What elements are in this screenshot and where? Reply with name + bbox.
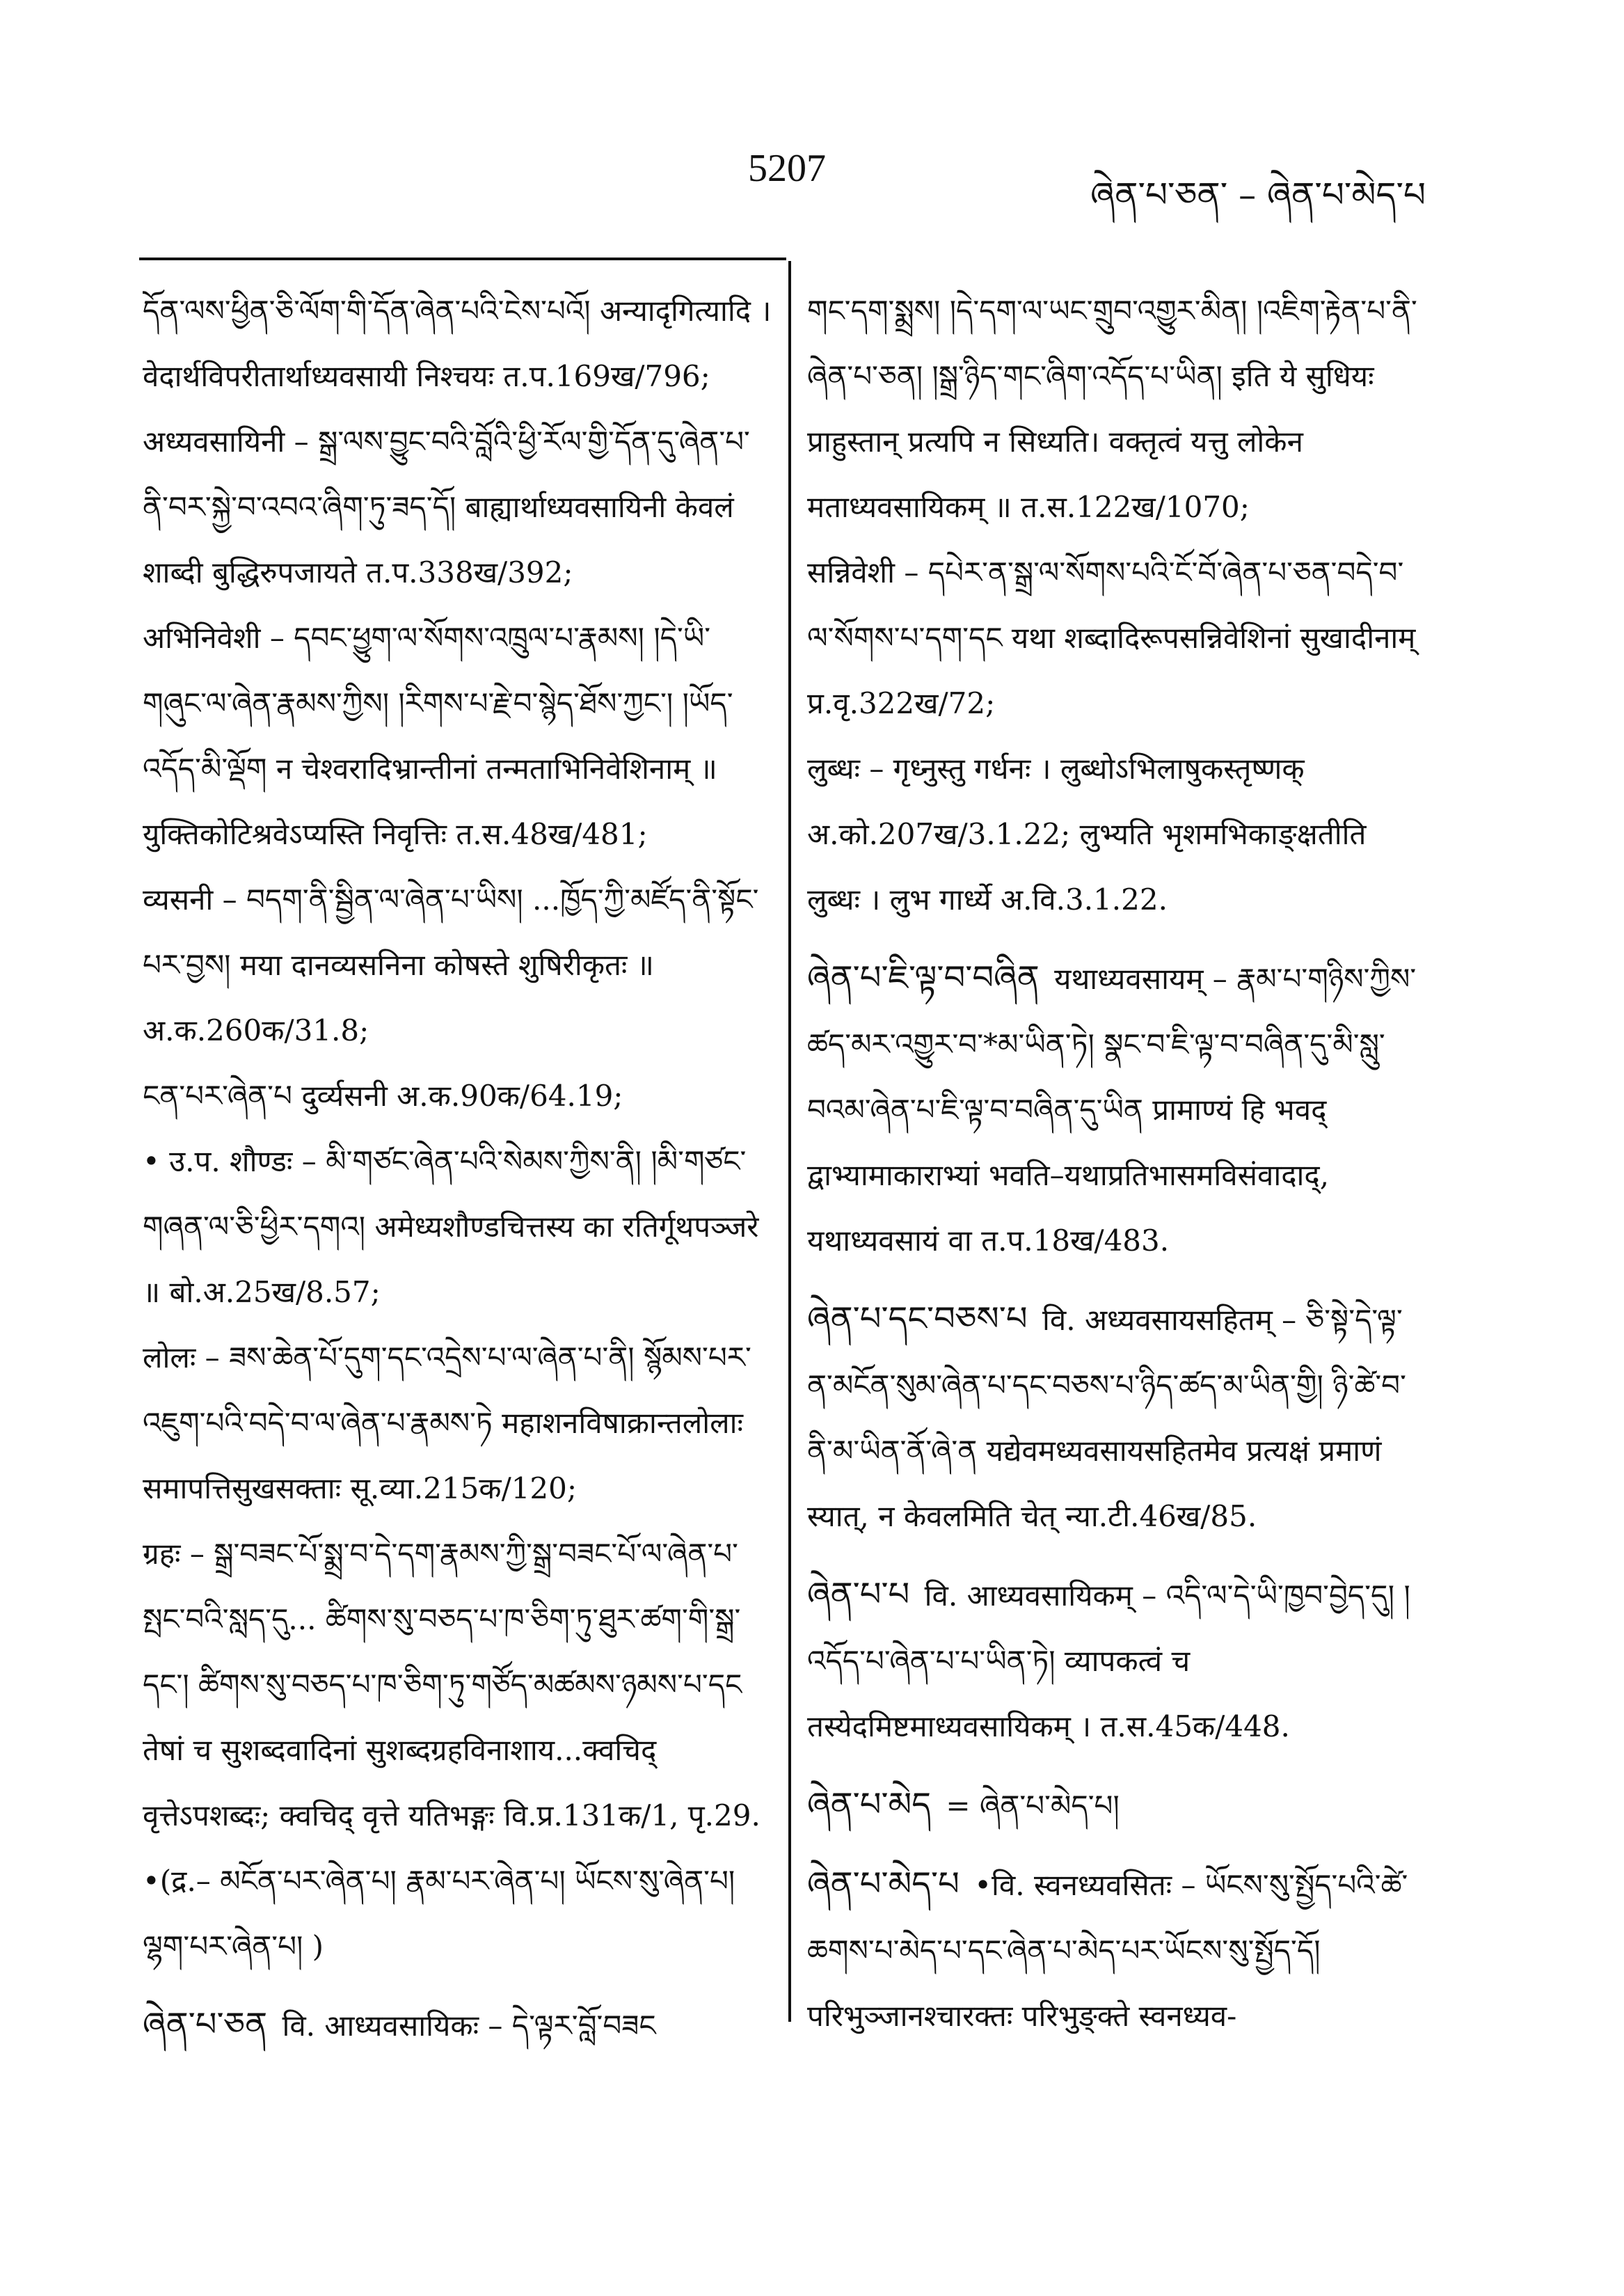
right-column (807, 278, 1423, 2049)
left-column (143, 278, 772, 2059)
entry-headword: ཞེན་པ་མེད (807, 1785, 932, 1824)
entry-headword: ཞེན་པ་པ (807, 1575, 910, 1614)
page-number: 5207 (748, 147, 826, 190)
dictionary-entry (807, 945, 1423, 1274)
entry-headword: ཞེན་པ་དང་བཅས་པ (807, 1299, 1028, 1338)
entry-body: वि. आध्यवसायिकम् – འདི་ལ་དེ་ཡི་ཁྱབ་བྱེད་དུ། །འདོད་པ་ཞེན་པ་པ་ཡིན་ཏེ། व्यापकत्वं च तस्येदमिष्टमाध्यवसायिकम् । त.स.45क/448. (807, 1578, 1410, 1743)
column-divider (788, 261, 791, 2022)
right-line: གང་དག་སྨྲས། །དེ་དག་ལ་ཡང་གྲུབ་འགྱུར་མིན། །འཇིག་རྟེན་པ་ནི་ཞེན་པ་ཅན། །སྒྲ་ཉིད་གང་ཞིག་འདོད་པ་ཡིན། इति ये सुधियः प्राहुस्तान् प्रत्यपि न सिध्यति। वक्तृत्वं यत्तु लोकेन मताध्यवसायिकम् ॥ त.स.122ख/1070; (807, 294, 1417, 524)
left-line: अध्यवसायिनी – སྒྲ་ལས་བྱུང་བའི་བློའི་ཕྱི་རོལ་གྱི་དོན་དུ་ཞེན་པ་ནི་བར་སྐྱེ་བ་འབའ་ཞིག་ཏུ་ཟད་དོ། बाह्यार्थाध्यवसायिनी केवलं शाब्दी बुद्धिरुपजायते त.प.338ख/392; (143, 425, 750, 589)
left-line: व्यसनी – བདག་ནི་སྦྱིན་ལ་ཞེན་པ་ཡིས། ...ཁྱོད་ཀྱི་མཛོད་ནི་སྟོང་པར་བྱས། मया दानव्यसनिना कोषस्ते शुषिरीकृतः ॥ अ.क.260क/31.8; (143, 882, 759, 1047)
entry-body: यथाध्यवसायम् – རྣམ་པ་གཉིས་ཀྱིས་ཚད་མར་འགྱུར་བ་*མ་ཡིན་ཏེ། སྣང་བ་ཇི་ལྟ་བ་བཞིན་དུ་མི་སླུ་བའམ་ཞེན་པ་ཇི་ལྟ་བ་བཞིན་དུ་ཡིན प्रामाण्यं हि भवद् द्वाभ्यामाकाराभ्यां भवति–यथाप्रतिभासमविसंवादाद्, यथाध्यवसायं वा त.प.18ख/483. (807, 962, 1417, 1258)
left-line: लोलः – ཟས་ཆེན་པོ་དུག་དང་འདྲེས་པ་ལ་ཞེན་པ་ནི། སྙོམས་པར་འཇུག་པའི་བདེ་བ་ལ་ཞེན་པ་རྣམས་ཏེ महाशनविषाक्रान्तलोलाः समापत्तिसुखसक्ताः सू.व्या.215क/120; (143, 1340, 751, 1505)
dictionary-entry (807, 1286, 1423, 1549)
left-line: ངན་པར་ཞེན་པ दुर्व्यसनी अ.क.90क/64.19; (143, 1079, 623, 1113)
entry-headword: ཞེན་པ་མེད་པ (807, 1864, 960, 1903)
right-line: लुब्धः – गृध्नुस्तु गर्धनः । लुब्धोऽभिलाषुकस्तृष्णक् अ.को.207ख/3.1.22; लुभ्यति भृशमभिकाङ्क्षतीति लुब्धः । लुभ गार्ध्ये अ.वि.3.1.22. (807, 752, 1367, 917)
dictionary-entry (807, 1772, 1423, 1839)
running-header: ཞེན་པ་ཅན་ – ཞེན་པ་མེད་པ (1090, 175, 1426, 215)
left-line: ग्रहः – སྒྲ་བཟང་པོ་སྨྲ་བ་དེ་དག་རྣམས་ཀྱི་སྒྲ་བཟང་པོ་ལ་ཞེན་པ་སྤང་བའི་སླད་དུ... ཚིགས་སུ་བཅད་པ་ཁ་ཅིག་ཏུ་ཐུར་ཚག་གི་སྒྲ་དང་། ཚིགས་སུ་བཅད་པ་ཁ་ཅིག་ཏུ་གཙོད་མཚམས་ཉམས་པ་དང तेषां च सुशब्दवादिनां सुशब्दग्रहविनाशाय...क्वचिद् वृत्तेऽपशब्दः; क्वचिद् वृत्ते यतिभङ्गः वि.प्र.131क/1, पृ.29. (143, 1537, 761, 1832)
dictionary-entry (143, 1992, 772, 2059)
left-line: •(द्र.– མངོན་པར་ཞེན་པ། རྣམ་པར་ཞེན་པ། ཡོངས་སུ་ཞེན་པ། ལྷག་པར་ཞེན་པ། ) (143, 1864, 735, 1963)
entry-body: वि. अध्यवसायसहितम् – ཅི་སྟེ་དེ་ལྟ་ན་མངོན་སུམ་ཞེན་པ་དང་བཅས་པ་ཉིད་ཚད་མ་ཡིན་གྱི། ཉི་ཚེ་བ་ནི་མ་ཡིན་ནོ་ཞེ་ན यद्येवमध्यवसायसहितमेव प्रत्यक्षं प्रमाणं स्यात्, न केवलमिति चेत् न्या.टी.46ख/85. (807, 1303, 1406, 1533)
left-line: • उ.प. शौण्डः – མི་གཙང་ཞེན་པའི་སེམས་ཀྱིས་ནི། །མི་གཙང་གཞན་ལ་ཅི་ཕྱིར་དགའ། अमेध्यशौण्डचित्तस्य का रतिर्गूथपञ्जरे ॥ बो.अ.25ख/8.57; (143, 1144, 759, 1309)
left-line: अभिनिवेशी – དབང་ཕྱུག་ལ་སོགས་འཁྲུལ་པ་རྣམས། །དེ་ཡི་གཞུང་ལ་ཞེན་རྣམས་ཀྱིས། །རིགས་པ་རྗེ་བ་སྙེད་ཐོས་ཀྱང་། །ཡོད་འདོད་མི་ལྡོག न चेश्वरादिभ्रान्तीनां तन्मताभिनिवेशिनाम् ॥ युक्तिकोटिश्रवेऽप्यस्ति निवृत्तिः त.स.48ख/481; (143, 621, 733, 851)
dictionary-entry (807, 1851, 1423, 2049)
entry-body: •वि. स्वनध्यवसितः – ཡོངས་སུ་སྤྱོད་པའི་ཚེ་ཆགས་པ་མེད་པ་དང་ཞེན་པ་མེད་པར་ཡོངས་སུ་སྤྱོད་དོ། परिभुञ्जानश्चारक्तः परिभुङ्क्ते स्वनध्यव- (807, 1868, 1408, 2033)
entry-body: = ཞེན་པ་མེད་པ། (946, 1789, 1120, 1823)
entry-body: वि. आध्यवसायिकः – དེ་ལྟར་བློ་བཟང (282, 2009, 656, 2043)
left-line: དོན་ལས་ཕྱིན་ཅི་ལོག་གི་དོན་ཞེན་པའི་ངེས་པའོ། अन्यादृगित्यादि । वेदार्थविपरीतार्थाध्यवसायी निश्चयः त.प.169ख/796; (143, 294, 772, 393)
right-line: सन्निवेशी – དཔེར་ན་སྒྲ་ལ་སོགས་པའི་ངོ་བོ་ཞེན་པ་ཅན་བདེ་བ་ལ་སོགས་པ་དག་དང यथा शब्दादिरूपसन्निवेशिनां सुखादीनाम् प्र.वृ.322ख/72; (807, 555, 1416, 720)
entry-headword: ཞེན་པ་ཅན (143, 2005, 268, 2044)
top-rule (139, 258, 786, 260)
entry-headword: ཞེན་པ་ཇི་ལྟ་བ་བཞིན (807, 958, 1040, 997)
dictionary-entry (807, 1562, 1423, 1759)
